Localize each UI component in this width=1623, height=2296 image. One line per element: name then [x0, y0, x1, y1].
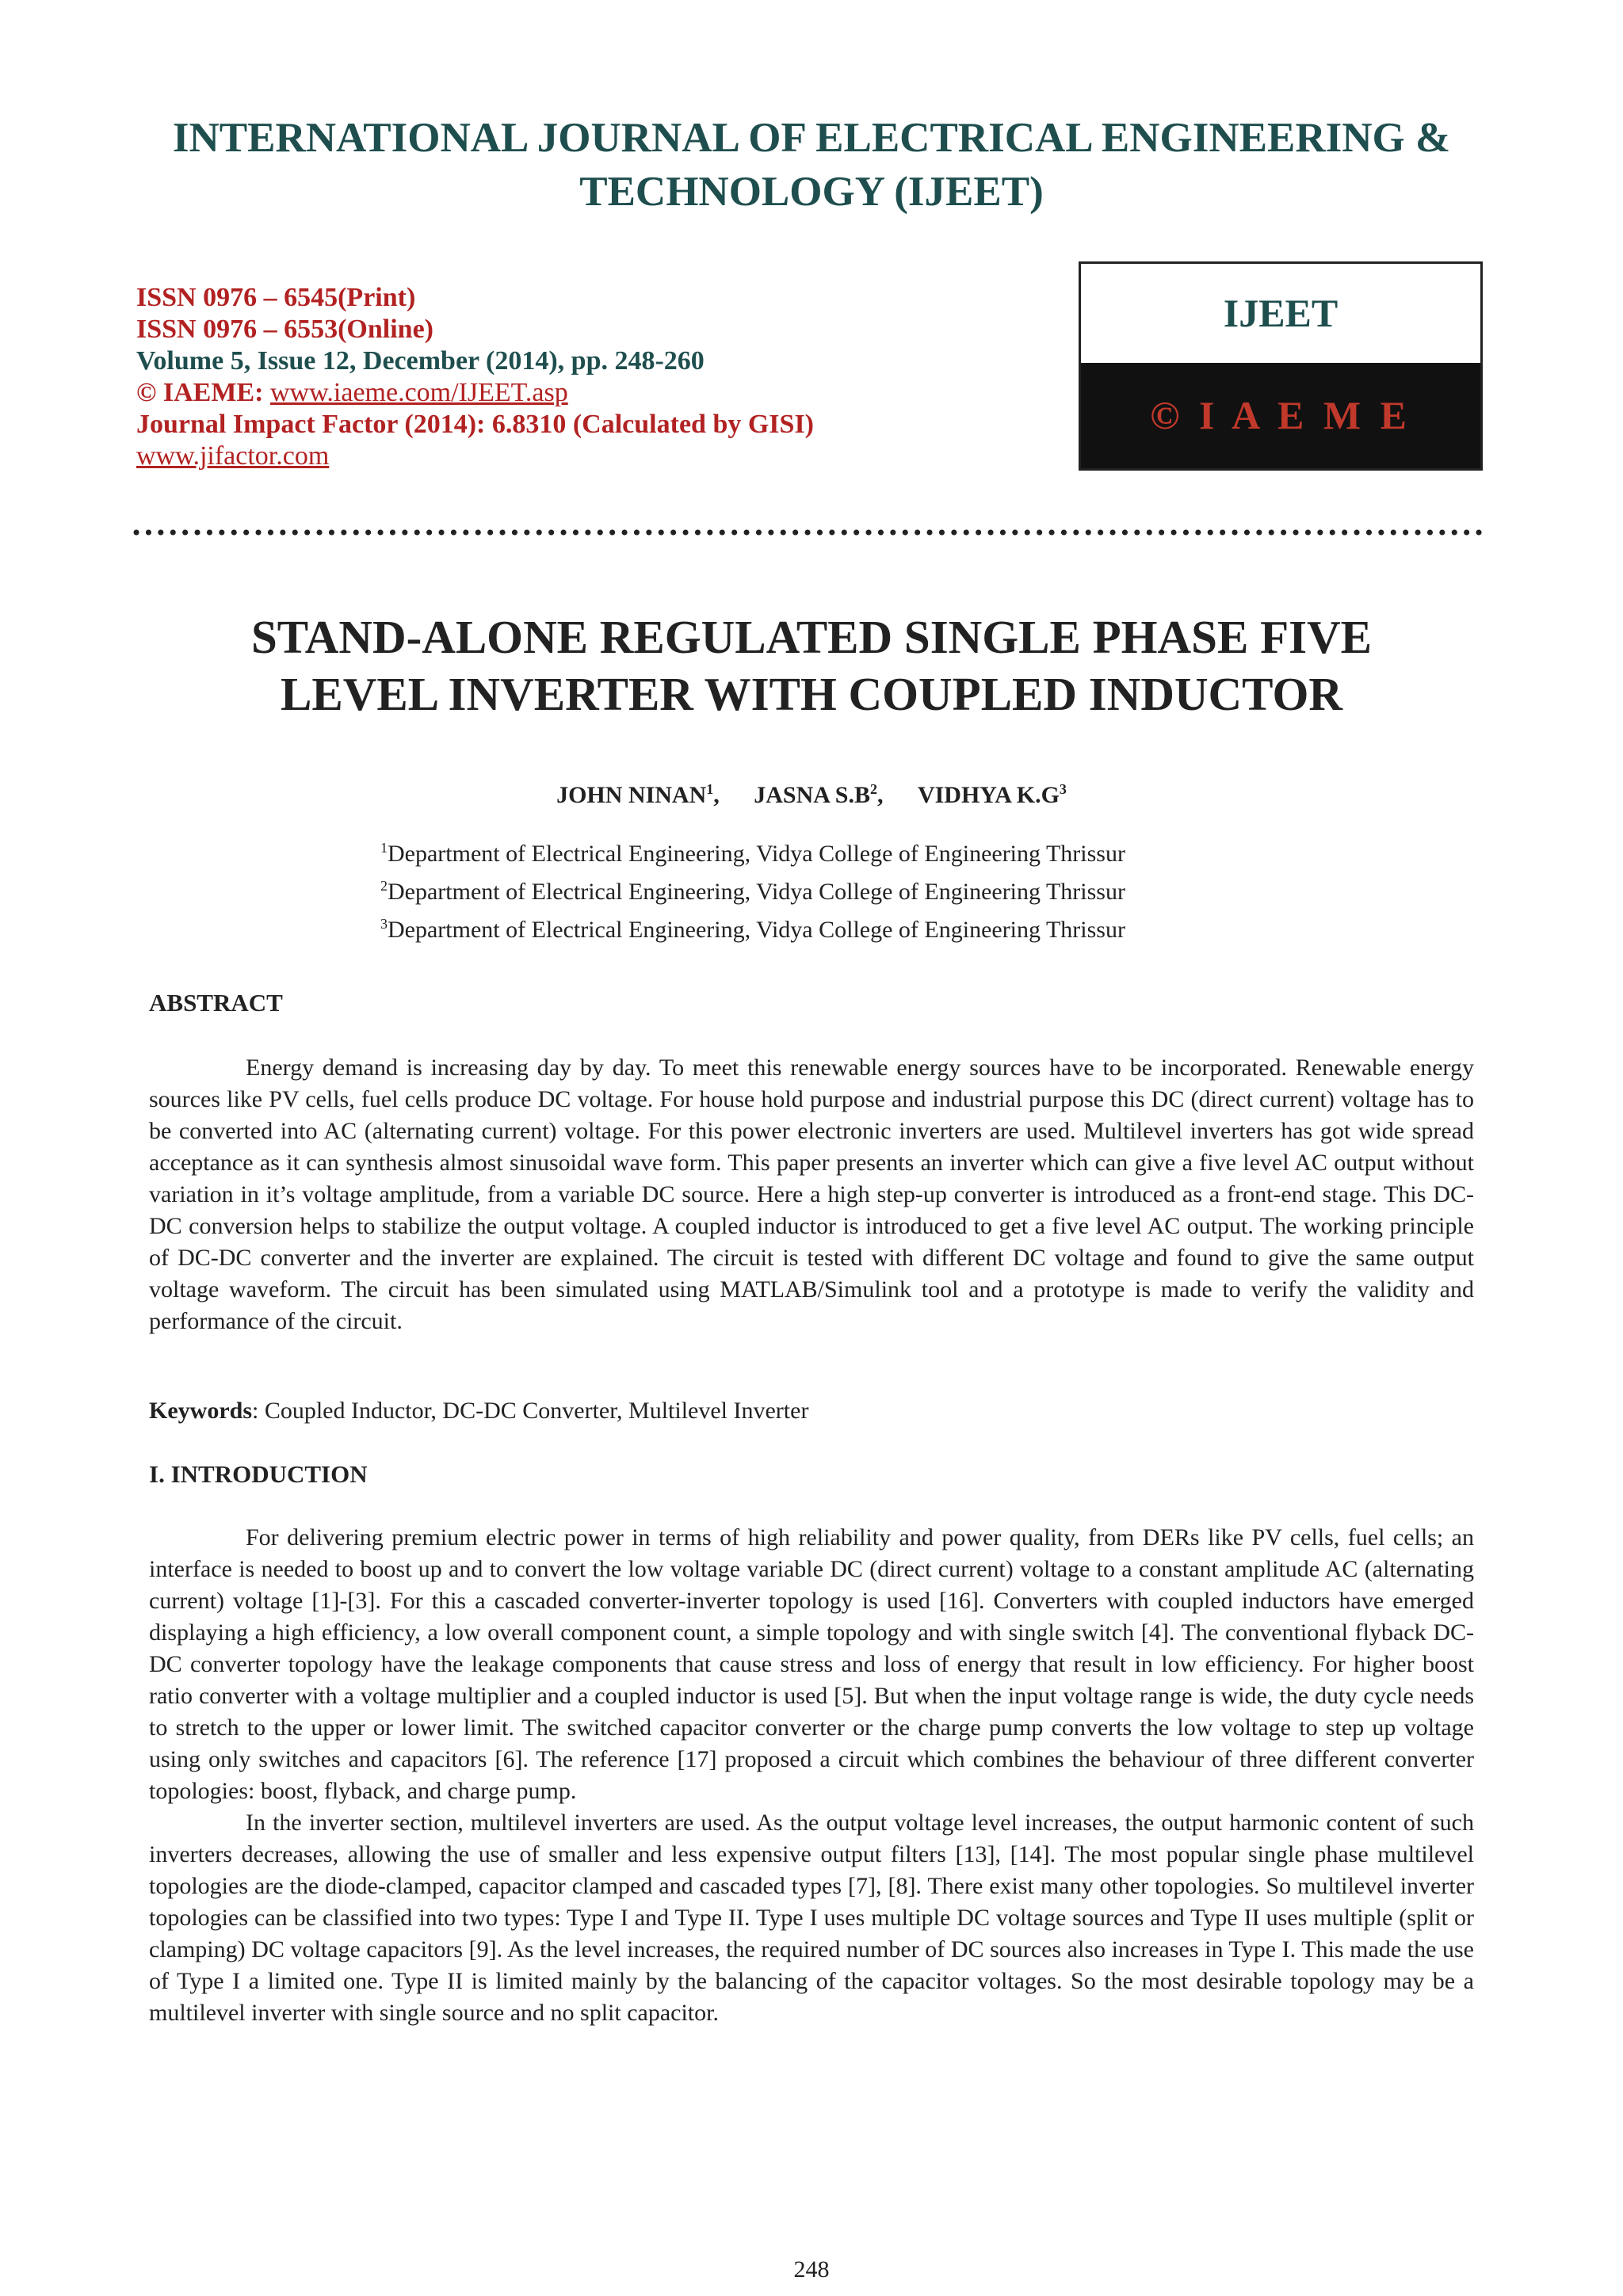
- affiliations: [380, 832, 1125, 946]
- page-number: 248: [793, 2256, 830, 2283]
- logo-ijeet: IJEET: [1223, 291, 1338, 335]
- affiliation: $^3$Department of Electrical Engineering, Vidya College of Engineering Thrissur: [380, 916, 1125, 943]
- journal-title-line1: INTERNATIONAL JOURNAL OF ELECTRICAL ENGINEERING &: [172, 115, 1451, 161]
- introduction-paragraph-2: In the inverter section, multilevel inverters are used. As the output voltage level increases, the output harmonic content of such inverters decreases, allowing the use of smaller and less expensive output filters [13], [14]. The most popular single phase multilevel topologies are the diode-clamped, capacitor clamped and cascaded types [7], [8]. There exist many other topologies. So multilevel inverter topologies can be classified into two types: Type I and Type II. Type I uses multiple DC voltage sources and Type II uses multiple (split or clamping) DC voltage capacitors [9]. As the level increases, the required number of DC sources also increases in Type I. This made the use of Type I a limited one. Type II is limited mainly by the balancing of the capacitor voltages. So the most desirable topology may be a multilevel inverter with single source and no split capacitor.: [149, 1810, 1474, 2026]
- jifactor-line: [136, 441, 1048, 472]
- author-list: [238, 781, 1385, 809]
- author: JASNA $S.B^2$,: [754, 781, 884, 808]
- affiliation: $^2$Department of Electrical Engineering, Vidya College of Engineering Thrissur: [380, 878, 1125, 905]
- paper-title-line1: STAND-ALONE REGULATED SINGLE PHASE FIVE: [250, 611, 1373, 663]
- paper-title-line2: LEVEL INVERTER WITH COUPLED INDUCTOR: [281, 668, 1342, 720]
- introduction-text: [149, 1522, 1474, 2029]
- jifactor-link[interactable]: www.jifactor.com: [136, 441, 330, 471]
- volume-info: Volume 5, Issue 12, December (2014), pp. 248-260: [136, 346, 705, 376]
- issn-online: ISSN 0976 – 6553(Online): [136, 315, 433, 344]
- logo-iaeme: © I A E M E: [1081, 363, 1480, 468]
- keywords-text: : Coupled Inductor, DC-DC Converter, Multilevel Inverter: [252, 1398, 809, 1424]
- paper-title: [158, 608, 1465, 723]
- impact-factor: Journal Impact Factor (2014): 6.8310 (Calculated by GISI): [136, 410, 814, 439]
- abstract-heading: ABSTRACT: [149, 989, 283, 1016]
- keywords: [149, 1398, 808, 1425]
- journal-info: [136, 282, 1048, 472]
- iaeme-line: [136, 377, 1048, 409]
- introduction-paragraph-1: For delivering premium electric power in terms of high reliability and power quality, from DERs like PV cells, fuel cells; an interface is needed to boost up and to convert the low voltage variable DC (direct current) voltage to a constant amplitude AC (alternating current) voltage [1]-[3]. For this a cascaded converter-inverter topology is used [16]. Converters with coupled inductors have emerged displaying a high efficiency, a low overall component count, a simple topology and with single switch [4]. The conventional flyback DC-DC converter topology have the leakage components that cause stress and loss of energy that result in low efficiency. For higher boost ratio converter with a voltage multiplier and a coupled inductor is used [5]. But when the input voltage range is wide, the duty cycle needs to stretch to the upper or lower limit. The switched capacitor converter or the charge pump converts the low voltage to step up voltage using only switches and capacitors [6]. The reference [17] proposed a circuit which combines the behaviour of three different converter topologies: boost, flyback, and charge pump.: [149, 1524, 1474, 1804]
- iaeme-prefix: © IAEME:: [136, 378, 270, 407]
- abstract-text: [149, 1052, 1474, 1337]
- iaeme-link[interactable]: www.iaeme.com/IJEET.asp: [269, 378, 568, 407]
- journal-title: [119, 111, 1504, 219]
- journal-title-line2: TECHNOLOGY (IJEET): [579, 169, 1044, 215]
- journal-logo: [1079, 261, 1483, 471]
- affiliation: $^1$Department of Electrical Engineering, Vidya College of Engineering Thrissur: [380, 840, 1125, 867]
- issn-print: ISSN 0976 – 6545(Print): [136, 283, 416, 312]
- abstract-paragraph: Energy demand is increasing day by day. To meet this renewable energy sources have to be incorporated. Renewable energy sources like PV cells, fuel cells produce DC voltage. For house hold purpose and industrial purpose this DC (direct current) voltage has to be converted into AC (alternating current) voltage. For this power electronic inverters are used. Multilevel inverters has got wide spread acceptance as it can synthesis almost sinusoidal wave form. This paper presents an inverter which can give a five level AC output without variation in it’s voltage amplitude, from a variable DC source. Here a high step-up converter is introduced as a front-end stage. This DC-DC conversion helps to stabilize the output voltage. A coupled inductor is introduced to get a five level AC output. The working principle of DC-DC converter and the inverter are explained. The circuit is tested with different DC voltage and found to give the same output voltage waveform. The circuit has been simulated using MATLAB/Simulink tool and a prototype is made to verify the validity and performance of the circuit.: [149, 1055, 1474, 1334]
- dotted-divider: [133, 527, 1490, 538]
- author: VIDHYA $K.G^3$: [917, 781, 1067, 808]
- introduction-heading: I. INTRODUCTION: [149, 1460, 368, 1488]
- keywords-label: Keywords: [149, 1398, 252, 1424]
- author: JOHN NINAN$^1$,: [556, 781, 720, 808]
